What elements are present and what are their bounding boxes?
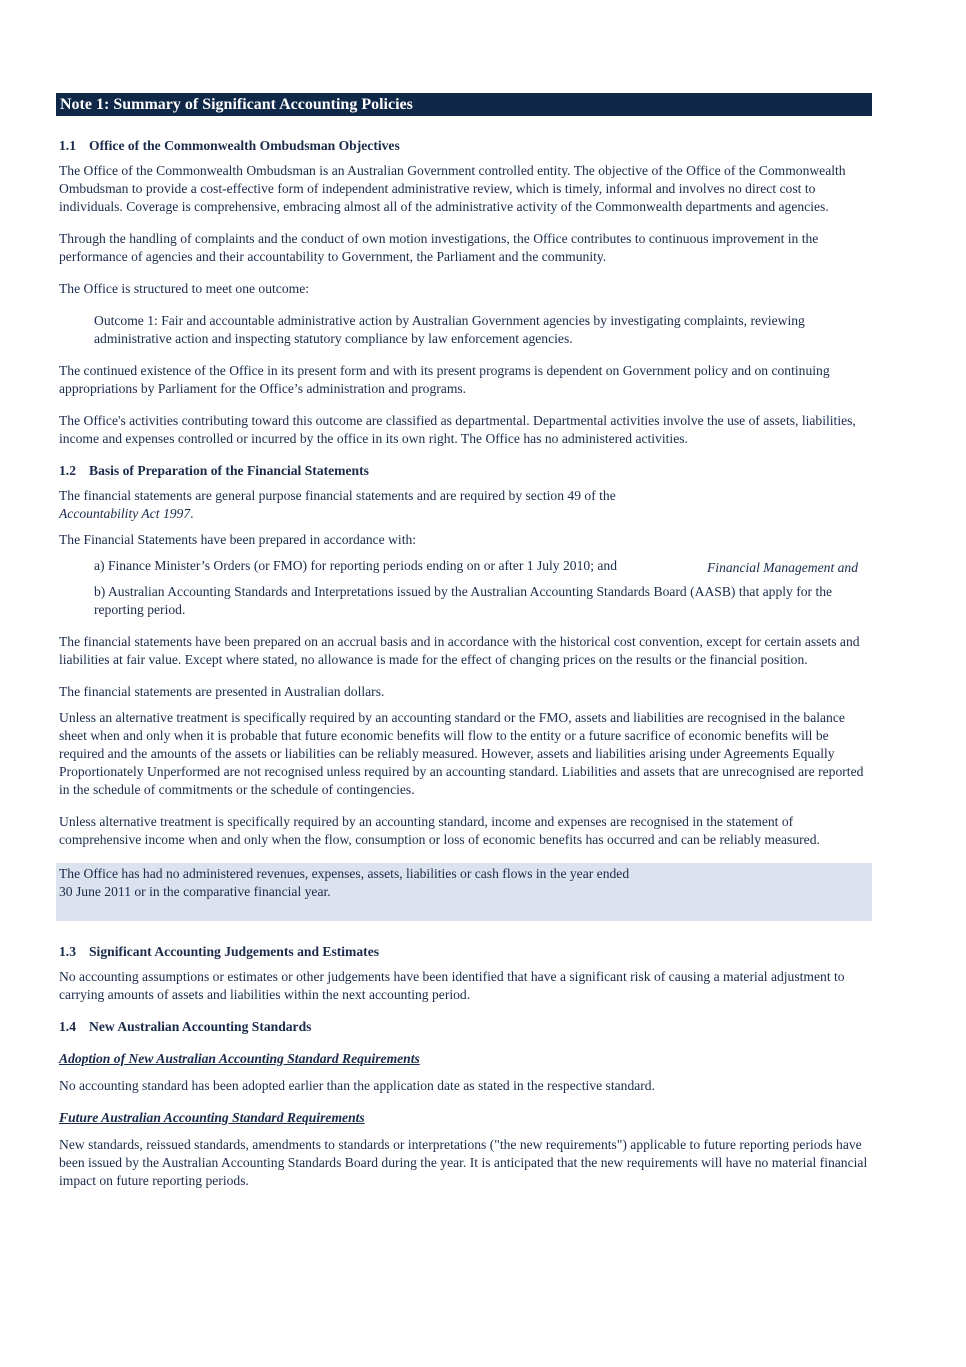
- subheading-future: Future Australian Accounting Standard Requirements: [59, 1110, 365, 1125]
- shaded-line: 30 June 2011 or in the comparative financial year.: [59, 884, 331, 899]
- section-title: Basis of Preparation of the Financial Statements: [89, 463, 369, 478]
- paragraph: The Office's activities contributing toward this outcome are classified as departmental. Departmental activities involve the use of assets, liabilities, income and expenses controlled or incurred by the office in its own right. The Office has no administered activities.: [59, 413, 856, 446]
- section-1-2-heading: [59, 462, 872, 480]
- paragraph: Unless alternative treatment is specifically required by an accounting standard, income and expenses are recognised in the statement of comprehensive income when and only when the flow, consumption or loss of economic benefits has occurred and can be reliably measured.: [59, 814, 820, 847]
- outcome-statement: Outcome 1: Fair and accountable administrative action by Australian Government agencies by investigating complaints, reviewing administrative action and inspecting statutory compliance by law enforcement agencies.: [94, 313, 805, 346]
- section-title: Office of the Commonwealth Ombudsman Objectives: [89, 138, 400, 153]
- act-name: Accountability Act 1997: [59, 506, 191, 521]
- paragraph: No accounting assumptions or estimates or other judgements have been identified that have a significant risk of causing a material adjustment to carrying amounts of assets and liabilities within the next accounting period.: [59, 969, 845, 1002]
- section-number: 1.1: [59, 138, 76, 153]
- list-item-a: [94, 557, 872, 575]
- punctuation: .: [190, 506, 194, 521]
- section-1-1-heading: [59, 137, 872, 155]
- subheading-adoption: Adoption of New Australian Accounting Standard Requirements: [59, 1051, 420, 1066]
- section-1-3-heading: [59, 943, 872, 961]
- section-1-4-heading: [59, 1018, 872, 1036]
- paragraph: The financial statements have been prepared on an accrual basis and in accordance with the historical cost convention, except for certain assets and liabilities at fair value. Except where stated, no allowance is made for the effect of changing prices on the results or the financial position.: [59, 634, 860, 667]
- note-title: Note 1: Summary of Significant Accounting Policies: [56, 93, 872, 116]
- section-title: Significant Accounting Judgements and Estimates: [89, 944, 380, 959]
- paragraph: [59, 487, 872, 523]
- paragraph: The continued existence of the Office in its present form and with its present programs is dependent on Government policy and on continuing appropriations by Parliament for the Office’s administration and programs.: [59, 363, 830, 396]
- paragraph: New standards, reissued standards, amendments to standards or interpretations ("the new requirements") applicable to future reporting periods have been issued by the Australian Accounting Standards Board during the year. It is anticipated that the new requirements will have no material financial impact on future reporting periods.: [59, 1137, 868, 1188]
- shaded-line: The Office has had no administered revenues, expenses, assets, liabilities or cash flows in the year ended: [59, 866, 630, 881]
- document-page: [56, 93, 872, 1204]
- paragraph: No accounting standard has been adopted earlier than the application date as stated in the respective standard.: [59, 1078, 656, 1093]
- shaded-note: [56, 863, 872, 921]
- section-number: 1.4: [59, 1019, 76, 1034]
- list-item-text: a) Finance Minister’s Orders (or FMO) for reporting periods ending on or after 1 July 2010; and: [94, 558, 617, 573]
- paragraph: The Office of the Commonwealth Ombudsman is an Australian Government controlled entity. The objective of the Office of the Commonwealth Ombudsman to provide a cost-effective form of independent administrative review, which is timely, informal and involves no direct cost to individuals. Coverage is comprehensive, embracing almost all of the administrative activity of the Commonwealth departments and agencies.: [59, 163, 846, 214]
- list-item-b: b) Australian Accounting Standards and Interpretations issued by the Australian Accounting Standards Board (AASB) that apply for the reporting period.: [94, 584, 833, 617]
- paragraph: The financial statements are presented in Australian dollars.: [59, 684, 385, 699]
- act-name-fragment: Financial Management and: [707, 560, 859, 575]
- paragraph: Unless an alternative treatment is specifically required by an accounting standard or the FMO, assets and liabilities are recognised in the balance sheet when and only when it is probable that future economic benefits will flow to the entity or a future sacrifice of economic benefits will be required and the amounts of the assets or liabilities can be reliably measured. However, assets and liabilities arising under Agreements Equally Proportionately Unperformed are not recognised unless required by an accounting standard. Liabilities and assets that are unrecognised are reported in the schedule of commitments or the schedule of contingencies.: [59, 710, 864, 797]
- paragraph: The Financial Statements have been prepared in accordance with:: [59, 532, 417, 547]
- paragraph: Through the handling of complaints and the conduct of own motion investigations, the Office contributes to continuous improvement in the performance of agencies and their accountability to Government, the Parliament and the community.: [59, 231, 819, 264]
- section-title: New Australian Accounting Standards: [89, 1019, 312, 1034]
- paragraph: The Office is structured to meet one outcome:: [59, 281, 310, 296]
- section-number: 1.2: [59, 463, 76, 478]
- section-number: 1.3: [59, 944, 76, 959]
- paragraph-text: The financial statements are general purpose financial statements and are required by section 49 of the: [59, 488, 616, 503]
